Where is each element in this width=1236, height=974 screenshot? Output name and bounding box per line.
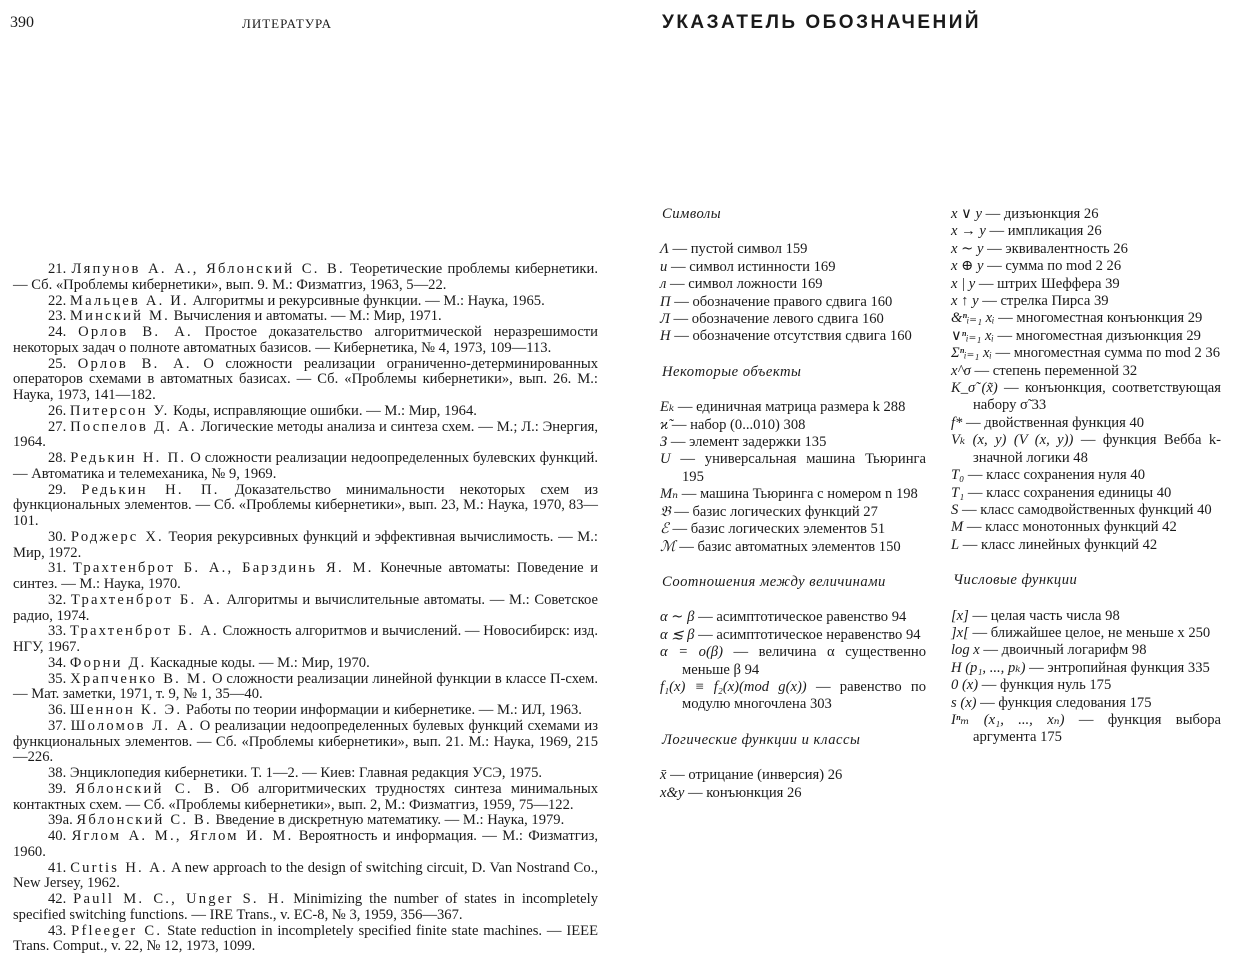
notation-entry [660, 294, 926, 311]
notation-symbol: Σⁿᵢ₌₁ xᵢ [951, 345, 992, 362]
notation-symbol: П [660, 293, 671, 310]
notation-symbol: M [951, 519, 964, 536]
reference-number: 33. [48, 623, 67, 640]
notation-symbol: α = o(β) [660, 644, 723, 661]
reference-entry [13, 719, 598, 766]
reference-text: Вычисления и автоматы. — М.: Мир, 1971. [169, 308, 442, 325]
reference-list [13, 262, 598, 955]
reference-number: 40. [48, 828, 67, 844]
reference-entry [13, 483, 598, 530]
notation-symbol: л [660, 276, 667, 293]
notation-symbol: Vₖ (x, y) (V (x, y)) [951, 432, 1074, 449]
notation-entry [660, 785, 926, 802]
notation-symbol: ϰ̃ [660, 416, 669, 433]
notation-symbol: α ∼ β [660, 609, 695, 626]
reference-number: 43. [48, 922, 67, 939]
notation-entry [660, 644, 926, 679]
section-heading: Соотношения между величинами [662, 573, 886, 590]
reference-author: Шоломов Л. А. [70, 717, 196, 734]
reference-text: О сложности реализации ограниченно-детерминированных операторов схемами в автоматных базисах. — Сб. «Проблемы кибернетики», вып. 26. М.: Наука, 1973, 141—182. [13, 355, 598, 403]
notation-description: — единичная матрица размера k 288 [674, 399, 906, 416]
notation-description: — целая часть числа 98 [968, 607, 1120, 624]
reference-entry [13, 262, 598, 294]
reference-entry [13, 325, 598, 357]
notation-entry [951, 206, 1221, 223]
notation-description: — стрелка Пирса 39 [978, 293, 1109, 310]
reference-text: О сложности реализации линейной функции в классе П-схем. — Мат. заметки, 1971, т. 9, № 1, 35—40. [13, 670, 598, 703]
reference-author: Шеннон К. Э. [69, 702, 183, 718]
section-heading: Символы [662, 206, 722, 222]
notation-symbol: α ≲ β [660, 626, 695, 643]
notation-symbol: Iⁿₘ (x₁, ..., xₙ) [951, 711, 1065, 728]
reference-entry [13, 624, 598, 656]
reference-author: Мальцев А. И. [69, 292, 189, 309]
notation-entry [660, 609, 926, 626]
notation-description: — двойственная функция 40 [962, 414, 1145, 431]
notation-symbol: f₁(x) ≡ f₂(x)(mod g(x)) [660, 678, 807, 695]
reference-number: 28. [48, 450, 67, 466]
reference-entry [13, 861, 598, 893]
reference-number: 27. [48, 418, 67, 435]
notation-description: — базис автоматных элементов 150 [675, 538, 901, 555]
notation-entry [951, 467, 1221, 484]
notation-symbol: Λ [660, 241, 669, 258]
notation-symbol: x ∼ y [951, 240, 984, 257]
reference-author: Редькин Н. П. [81, 481, 220, 498]
reference-author: Ляпунов А. А., Яблонский С. В. [71, 261, 345, 277]
reference-number: 37. [48, 717, 67, 734]
notation-description: — обозначение отсутствия сдвига 160 [670, 328, 912, 345]
notation-description: — многоместная сумма по mod 2 36 [991, 345, 1221, 362]
reference-entry [13, 924, 598, 956]
reference-text: Доказательство минимальности некоторых схем из функциональных элементов. — Сб. «Проблемы кибернетики», вып. 23, М.: Наука, 1970, 83—101. [13, 481, 598, 529]
notation-description: — энтропийная функция 335 [1025, 659, 1210, 676]
notation-entry [660, 311, 926, 328]
notation-entry [660, 504, 926, 521]
reference-author: Яблонский С. В. [75, 780, 222, 797]
notation-entry [951, 537, 1221, 554]
notation-symbol: f* [951, 414, 963, 431]
notation-entry [951, 328, 1221, 345]
notation-symbol: x̄ [660, 767, 667, 784]
notation-symbol: Mₙ [660, 486, 679, 503]
reference-entry [13, 813, 598, 829]
reference-number: 34. [48, 654, 67, 671]
reference-entry [13, 782, 598, 814]
running-head: ЛИТЕРАТУРА [242, 16, 332, 31]
reference-number: 31. [48, 560, 67, 577]
notation-entry [660, 679, 926, 714]
notation-entry [660, 451, 926, 486]
reference-text: Алгоритмы и вычислительные автоматы. — М.: Советское радио, 1974. [13, 591, 598, 624]
reference-text: О сложности реализации недоопределенных булевских функций. — Автоматика и телемеханика, № 9, 1969. [13, 450, 598, 482]
reference-author: Орлов В. А. [78, 324, 193, 340]
reference-number: 35. [48, 670, 67, 687]
notation-column-2 [951, 206, 1221, 747]
reference-entry [13, 561, 598, 593]
notation-description: — обозначение левого сдвига 160 [669, 311, 884, 328]
notation-description: — эквивалентность 26 [983, 240, 1128, 257]
section-heading: Числовые функции [953, 572, 1078, 589]
notation-description: — класс самодвойственных функций 40 [958, 501, 1212, 518]
reference-entry [13, 404, 598, 420]
notation-symbol: x ↑ y [951, 293, 979, 310]
notation-symbol: T₀ [951, 467, 965, 484]
notation-entry [951, 293, 1221, 310]
notation-entry [951, 223, 1221, 240]
notation-description: — символ истинности 169 [667, 258, 836, 275]
reference-number: 26. [48, 402, 67, 419]
reference-number: 25. [48, 355, 67, 372]
notation-description: — пустой символ 159 [668, 241, 808, 258]
notation-description: — базис логических функций 27 [670, 503, 878, 520]
reference-entry [13, 593, 598, 625]
notation-symbol: &ⁿᵢ₌₁ xᵢ [951, 310, 995, 327]
notation-entry [951, 712, 1221, 747]
notation-symbol: ℰ [660, 521, 669, 538]
notation-description: — отрицание (инверсия) 26 [666, 767, 843, 784]
notation-description: — класс монотонных функций 42 [963, 519, 1177, 536]
notation-entry [951, 310, 1221, 327]
reference-author: Минский М. [69, 308, 170, 325]
reference-author: Трахтенброт Б. А. [69, 623, 219, 640]
notation-entry [660, 434, 926, 451]
reference-text: Minimizing the number of states in incompletely specified switching functions. — IRE Trans., v. EC-8, № 3, 1959, 356—367. [13, 891, 599, 923]
notation-description: — функция Вебба k-значной логики 48 [973, 432, 1221, 466]
reference-author: Роджерс Х. [70, 528, 164, 545]
reference-text: Конечные автоматы: Поведение и синтез. — М.: Наука, 1970. [13, 560, 599, 592]
notation-entry [951, 677, 1221, 694]
reference-number: 36. [48, 702, 67, 718]
reference-author: Форни Д. [69, 654, 147, 671]
page-title: УКАЗАТЕЛЬ ОБОЗНАЧЕНИЙ [662, 12, 982, 33]
notation-entry [660, 276, 926, 293]
section-heading: Логические функции и классы [662, 731, 861, 748]
notation-entry [660, 627, 926, 644]
notation-symbol: K_σ̃ (x̃) [951, 380, 998, 397]
notation-description: — ближайшее целое, не меньше x 250 [968, 624, 1211, 641]
reference-entry [13, 829, 598, 861]
reference-author: Curtis H. A. [70, 859, 168, 876]
reference-author: Питерсон У. [69, 402, 170, 419]
notation-description: — импликация 26 [985, 223, 1102, 240]
reference-number: 38. [48, 765, 67, 781]
reference-number: 24. [48, 324, 67, 340]
notation-entry [951, 625, 1221, 642]
notation-symbol: H (p₁, ..., pₖ) [951, 659, 1026, 676]
reference-text: Об алгоритмических трудностях синтеза минимальных контактных схем. — Сб. «Проблемы кибернетики», вып. 2, М.: Физматгиз, 1959, 75—122. [13, 780, 599, 813]
notation-symbol: s (x) [951, 694, 977, 711]
page-number: 390 [10, 14, 34, 31]
notation-description: — степень переменной 32 [970, 362, 1138, 379]
reference-author: Редькин Н. П. [70, 450, 187, 466]
reference-entry [13, 294, 598, 310]
reference-text: Теория рекурсивных функций и эффективная вычислимость. — М.: Мир, 1972. [13, 528, 598, 561]
notation-entry [951, 502, 1221, 519]
notation-description: — равенство по модулю многочлена 303 [682, 678, 926, 713]
reference-text: Теоретические проблемы кибернетики. — Сб. «Проблемы кибернетики», вып. 9. М.: Физматгиз, 1963, 5—22. [13, 261, 598, 293]
notation-symbol: U [660, 451, 671, 468]
notation-description: — универсальная машина Тьюринга 195 [670, 451, 926, 485]
notation-entry [951, 642, 1221, 659]
notation-symbol: L [951, 536, 960, 553]
notation-symbol: и [660, 258, 668, 275]
reference-entry [13, 357, 598, 404]
notation-symbol: S [951, 501, 959, 518]
reference-number: 39а. [48, 812, 73, 829]
notation-symbol: x ⊕ y [951, 258, 984, 275]
notation-symbol: Н [660, 328, 671, 345]
reference-text: Сложность алгоритмов и вычислений. — Новосибирск: изд. НГУ, 1967. [13, 623, 598, 655]
notation-entry [951, 519, 1221, 536]
reference-number: 30. [48, 528, 67, 545]
reference-text: Энциклопедия кибернетики. Т. 1—2. — Киев: Главная редакция УСЭ, 1975. [69, 765, 543, 781]
reference-text: Коды, исправляющие ошибки. — М.: Мир, 1964. [169, 402, 477, 419]
notation-symbol: Л [660, 311, 670, 328]
reference-number: 32. [48, 591, 67, 608]
reference-author: Paull M. C., Unger S. H. [73, 891, 287, 907]
notation-symbol: log x [951, 642, 980, 659]
notation-description: — функция нуль 175 [978, 677, 1112, 694]
notation-description: — класс сохранения нуля 40 [964, 467, 1145, 484]
reference-number: 42. [48, 891, 67, 907]
notation-symbol: 𝔅 [660, 503, 671, 520]
reference-entry [13, 530, 598, 562]
notation-symbol: x ∨ y [951, 206, 982, 222]
reference-text: Введение в дискретную математику. — М.: Наука, 1979. [211, 812, 565, 829]
notation-description: — базис логических элементов 51 [668, 521, 886, 538]
notation-entry [660, 399, 926, 416]
reference-text: Вероятность и информация. — М.: Физматгиз, 1960. [13, 828, 598, 860]
notation-description: — набор (0...010) 308 [668, 416, 806, 433]
reference-author: Орлов В. А. [77, 355, 192, 372]
reference-entry [13, 451, 598, 483]
reference-number: 23. [48, 308, 67, 325]
reference-author: Поспелов Д. А. [70, 418, 197, 435]
notation-entry [951, 485, 1221, 502]
notation-entry [660, 241, 926, 258]
notation-symbol: 0 (x) [951, 677, 979, 694]
reference-author: Трахтенброт Б. А. [70, 591, 222, 608]
notation-entry [951, 345, 1221, 362]
notation-symbol: x^σ [951, 362, 971, 379]
reference-entry [13, 703, 598, 719]
notation-entry [951, 258, 1221, 275]
notation-description: — штрих Шеффера 39 [975, 275, 1120, 292]
notation-symbol: З [660, 434, 668, 451]
notation-description: — двоичный логарифм 98 [979, 642, 1147, 659]
notation-symbol: x | y [951, 275, 976, 292]
notation-entry [951, 380, 1221, 415]
notation-entry [951, 608, 1221, 625]
notation-description: — сумма по mod 2 26 [983, 258, 1122, 275]
notation-description: — машина Тьюринга с номером n 198 [678, 486, 918, 503]
reference-text: Алгоритмы и рекурсивные функции. — М.: Наука, 1965. [188, 292, 545, 309]
reference-text: О реализации недоопределенных булевых функций схемами из функциональных элементов. — Сб. «Проблемы кибернетики», вып. 21. М.: Наука, 1969, 215—226. [13, 717, 598, 766]
notation-symbol: ∨ⁿᵢ₌₁ xᵢ [951, 327, 994, 344]
notation-description: — асимптотическое равенство 94 [694, 609, 907, 626]
reference-entry [13, 672, 598, 704]
reference-text: Логические методы анализа и синтеза схем. — М.; Л.: Энергия, 1964. [13, 418, 599, 451]
notation-entry [660, 259, 926, 276]
notation-description: — функция следования 175 [976, 694, 1152, 711]
reference-author: Трахтенброт Б. А., Барздинь Я. М. [72, 560, 374, 577]
reference-number: 41. [48, 859, 67, 876]
reference-text: A new approach to the design of switching circuit, D. Van Nostrand Co., New Jersey, 1962. [13, 859, 598, 892]
reference-author: Яглом А. М., Яглом И. М. [71, 828, 294, 844]
notation-description: — функция выбора аргумента 175 [973, 711, 1221, 746]
notation-description: — дизъюнкция 26 [981, 206, 1099, 222]
reference-number: 21. [48, 261, 67, 277]
section-heading: Некоторые объекты [662, 363, 802, 380]
reference-entry [13, 656, 598, 672]
notation-entry [951, 432, 1221, 467]
notation-entry [951, 241, 1221, 258]
notation-symbol: ℳ [660, 538, 676, 555]
notation-symbol: x → y [951, 223, 986, 240]
reference-number: 29. [48, 481, 67, 498]
notation-description: — величина α существенно меньше β 94 [682, 644, 926, 678]
notation-entry [951, 660, 1221, 677]
notation-entry [660, 417, 926, 434]
notation-description: — конъюнкция, соответствующая набору σ̃ 33 [973, 380, 1221, 414]
reference-number: 22. [48, 292, 67, 309]
notation-description: — асимптотическое неравенство 94 [694, 626, 921, 643]
notation-entry [951, 363, 1221, 380]
notation-description: — конъюнкция 26 [684, 784, 802, 801]
reference-text: State reduction in incompletely specified finite state machines. — IEEE Trans. Comput., v. 22, № 12, 1973, 1099. [13, 922, 599, 955]
notation-description: — символ ложности 169 [666, 276, 823, 293]
notation-entry [660, 486, 926, 503]
notation-symbol: T₁ [951, 484, 965, 501]
notation-symbol: ]x[ [951, 624, 969, 641]
notation-entry [660, 539, 926, 556]
notation-description: — обозначение правого сдвига 160 [670, 293, 893, 310]
reference-entry [13, 766, 598, 782]
notation-description: — класс линейных функций 42 [959, 536, 1158, 553]
notation-symbol: [x] [951, 607, 969, 624]
reference-entry [13, 892, 598, 924]
notation-description: — многоместная дизъюнкция 29 [993, 327, 1201, 344]
notation-entry [660, 521, 926, 538]
notation-symbol: Eₖ [660, 399, 675, 416]
reference-text: Работы по теории информации и кибернетике. — М.: ИЛ, 1963. [182, 702, 582, 718]
notation-entry [951, 415, 1221, 432]
notation-entry [951, 276, 1221, 293]
reference-text: Простое доказательство алгоритмической неразрешимости некоторых задач о полноте автоматных базисов. — Кибернетика, № 4, 1973, 109—113. [13, 324, 598, 356]
notation-description: — класс сохранения единицы 40 [964, 484, 1172, 501]
notation-entry [660, 767, 926, 784]
notation-description: — элемент задержки 135 [667, 434, 827, 451]
reference-number: 39. [48, 780, 67, 797]
notation-entry [951, 695, 1221, 712]
notation-column-1 [660, 206, 926, 802]
reference-author: Pfleeger C. [71, 922, 163, 939]
notation-entry [660, 328, 926, 345]
reference-author: Храпченко В. М. [70, 670, 209, 687]
reference-author: Яблонский С. В. [76, 812, 212, 829]
notation-symbol: x&y [660, 784, 685, 801]
reference-entry [13, 309, 598, 325]
reference-entry [13, 420, 598, 452]
reference-text: Каскадные коды. — М.: Мир, 1970. [146, 654, 370, 671]
notation-description: — многоместная конъюнкция 29 [994, 310, 1203, 327]
